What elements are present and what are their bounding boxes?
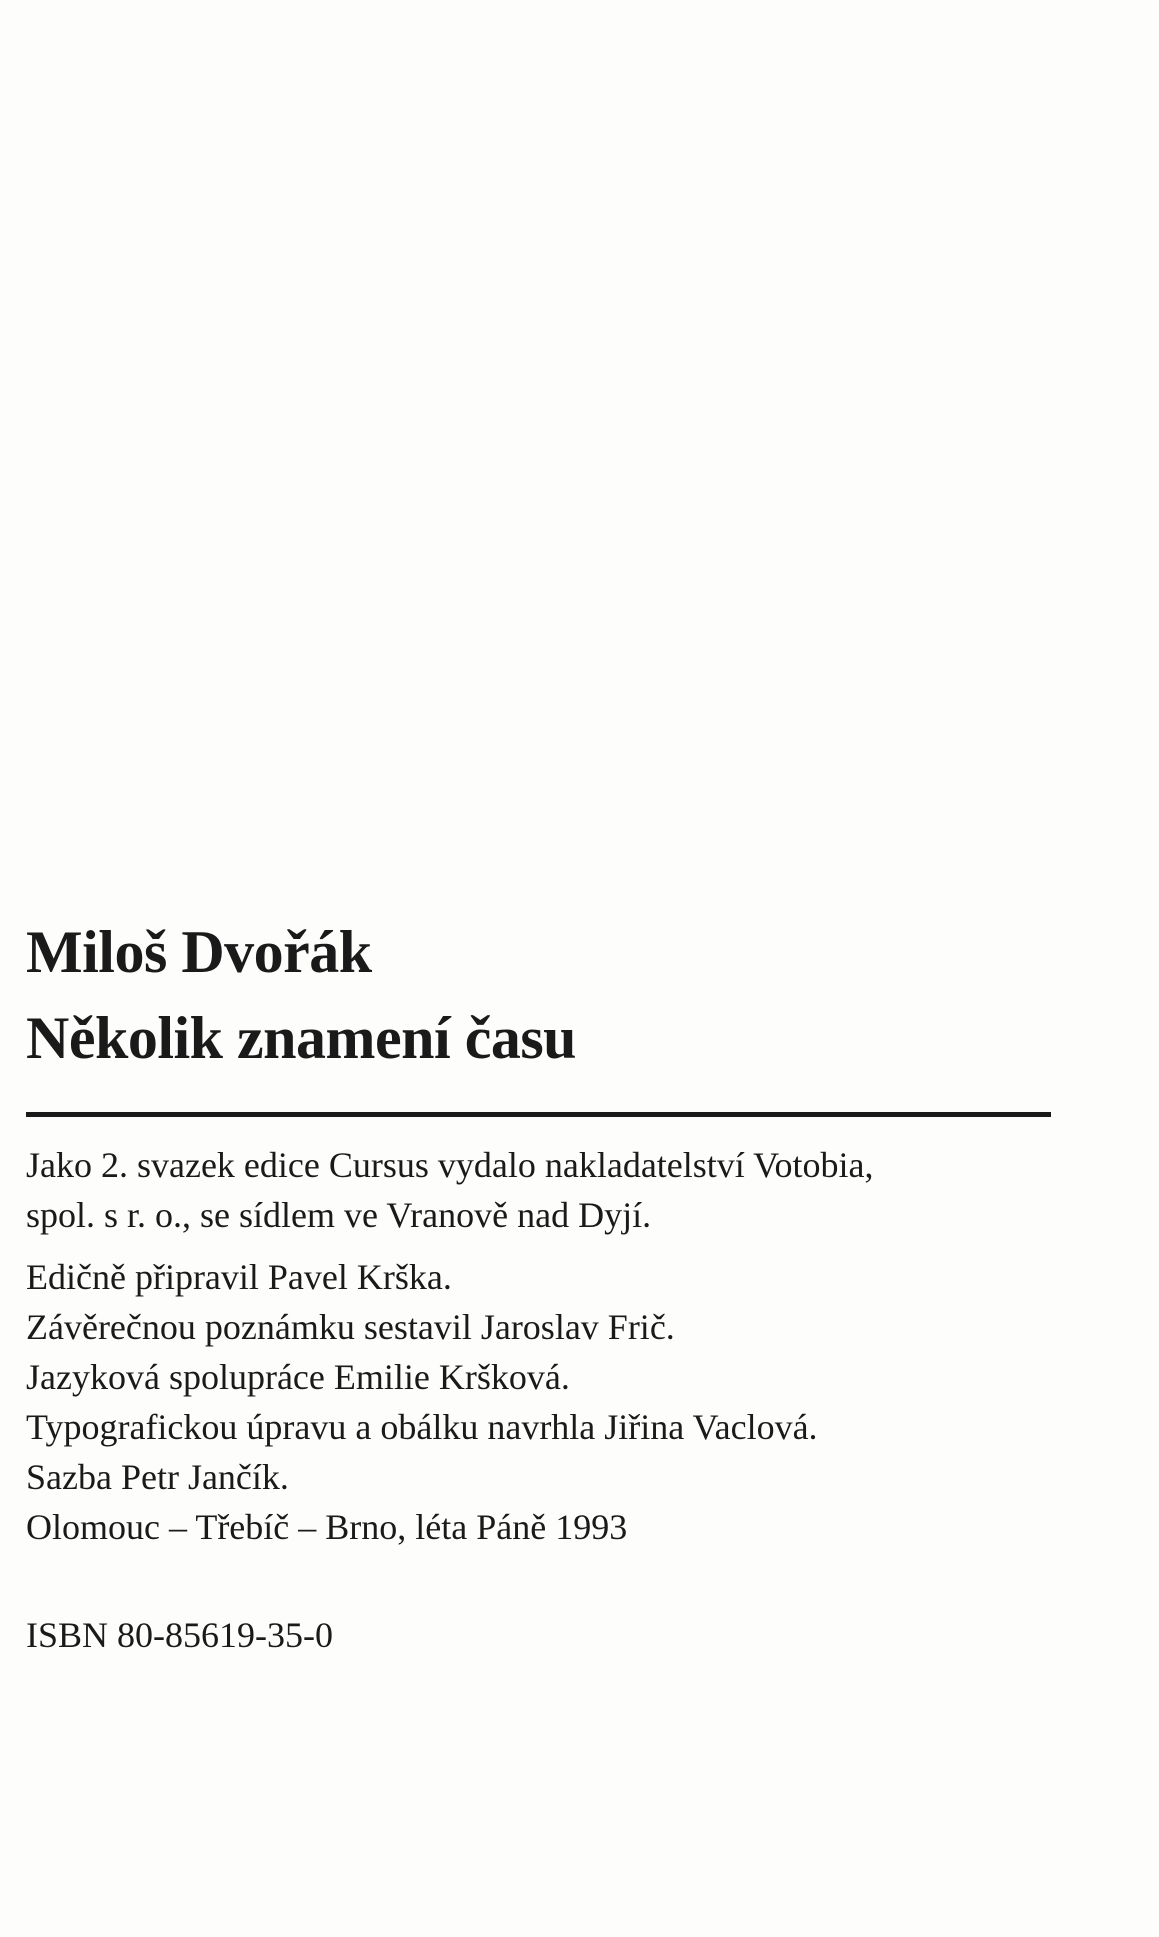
place-and-year: Olomouc – Třebíč – Brno, léta Páně 1993	[26, 1507, 628, 1547]
book-title: Několik znamení času	[26, 1005, 577, 1071]
isbn-number: ISBN 80-85619-35-0	[26, 1615, 333, 1655]
publisher-line: Jako 2. svazek edice Cursus vydalo nakladatelství Votobia,	[26, 1145, 874, 1185]
credits-paragraph	[26, 1252, 1126, 1552]
publisher-line: spol. s r. o., se sídlem ve Vranově nad Dyjí.	[26, 1195, 652, 1235]
credit-afterword: Závěrečnou poznámku sestavil Jaroslav Frič.	[26, 1307, 675, 1347]
credit-editor: Edičně připravil Pavel Krška.	[26, 1257, 452, 1297]
credit-language: Jazyková spolupráce Emilie Kršková.	[26, 1357, 570, 1397]
credit-typesetting: Sazba Petr Jančík.	[26, 1457, 289, 1497]
credit-design: Typografickou úpravu a obálku navrhla Jiřina Vaclová.	[26, 1407, 818, 1447]
author-name: Miloš Dvořák	[26, 919, 372, 985]
publisher-paragraph	[26, 1140, 1126, 1240]
divider-rule	[26, 1112, 1051, 1117]
imprint-block	[26, 1140, 1126, 1564]
